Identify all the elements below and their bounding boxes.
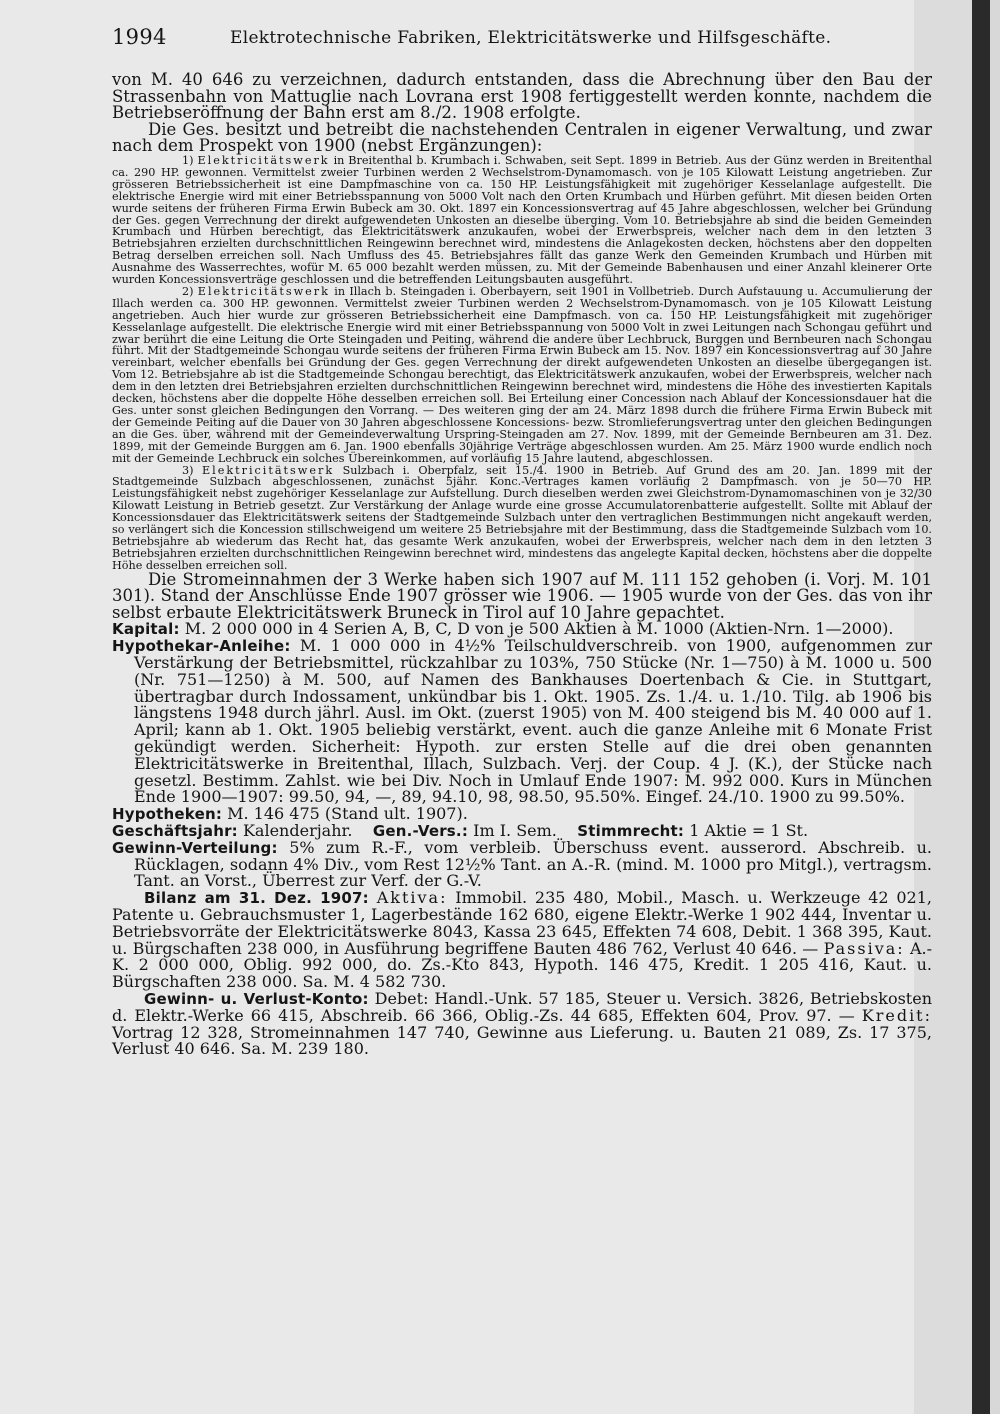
entry-text: 5% zum R.-F., vom verbleib. Überschuss event. ausserord. Abschreib. u. Rücklagen, sodann 4% Div., vom Rest 12½% Tant. an A.-R. (mind. M. 1000 pro Mitgl.), vertragsm. Tant. an Vorst., Überrest zur Verf. der G.-V. <box>134 837 932 891</box>
work-entry-illach <box>112 286 932 465</box>
passiva-text: A.-K. 2 000 000, Oblig. 992 000, do. Zs.-Kto 843, Hypoth. 146 475, Kredit. 1 205 416, Kaut. u. Bürgschaften 238 000. Sa. M. 4 582 730. <box>112 938 933 992</box>
entry-label: Kapital: <box>112 620 180 639</box>
stromeinnahmen-paragraph: Die Stromeinnahmen der 3 Werke haben sich 1907 auf M. 111 152 gehoben (i. Vorj. M. 101 301). Stand der Anschlüsse Ende 1907 grösser wie 1906. — 1905 wurde von der Ges. das von ihr selbst erbaute Elektricitätswerk Bruneck in Tirol auf 10 Jahre gepachtet. <box>112 569 932 622</box>
gewinn-verlust-entry: Gewinn- u. Verlust-Konto: Debet: Handl.-Unk. 57 185, Steuer u. Versich. 3826, Betriebskosten d. Elektr.-Werke 66 415, Abschreib. 66 366, Oblig.-Zs. 44 685, Effekten 604, Prov. 97. — Kredit: Vortrag 12 328, Stromeinnahmen 147 740, Gewinne aus Lieferung. u. Bauten 21 089, Zs. 17 375, Verlust 40 646. Sa. M. 239 180. <box>112 989 932 1059</box>
work-entry-sulzbach <box>112 465 932 572</box>
entry-hypothekar-anleihe <box>112 638 932 806</box>
work-text: in Breitenthal b. Krumbach i. Schwaben, seit Sept. 1899 in Betrieb. Aus der Günz werden in Breitenthal ca. 290 HP. gewonnen. Vermittelst zweier Turbinen werden 2 Wechselstrom-Dynamomasch. von je 105 Kilowatt Leistung angetrieben. Zur grösseren Betriebssicherheit ist eine Dampfmaschine von ca. 150 HP. Leistungsfähigkeit mit zugehöriger Kesselanlage aufgestellt. Die elektrische Energie wird mit einer Betriebsspannung von 5000 Volt nach den Orten Krumbach und Hürben geführt. Mit diesen beiden Orten wurde seitens der früheren Firma Erwin Bubeck am 30. Okt. 1897 ein Koncessionsvertrag auf 45 Jahre abgeschlossen, welcher bei Gründung der Ges. gegen Verrechnung der direkt aufgewendeten Unkosten an dieselbe überging. Vom 10. Betriebsjahre ab sind die beiden Gemeinden Krumbach und Hürben berechtigt, das Elektricitätswerk anzukaufen, wobei der Erwerbspreis, welcher nach dem in den letzten 3 Betriebsjahren erzielten durchschnittlichen Reingewinn berechnet wird, mindestens die Anlagekosten decken, höchstens aber den doppelten Betrag derselben erreichen soll. Nach Umfluss des 45. Betriebsjahres fällt das ganze Werk den Gemeinden Krumbach und Hürben mit Ausnahme des Wasserrechtes, wofür M. 65 000 bezahlt werden müssen, zu. Mit der Gemeinde Babenhausen und einer Anzahl kleinerer Orte wurden Koncessionsverträge geschlossen und die betreffenden Leitungsbauten ausgeführt. <box>112 153 932 287</box>
work-text: Sulzbach i. Oberpfalz, seit 15./4. 1900 in Betrieb. Auf Grund des am 20. Jan. 1899 mit der Stadtgemeinde Sulzbach abgeschlossenen, zunächst 5jähr. Konc.-Vertrages kamen vorläufig 2 Dampfmasch. von je 50—70 HP. Leistungsfähigkeit nebst zugehöriger Kesselanlage zur Aufstellung. Durch dieselben werden zwei Gleichstrom-Dynamomaschinen von je 32/30 Kilowatt Leistung in Betrieb gesetzt. Zur Verstärkung der Anlage wurde eine grosse Accumulatorenbatterie aufgestellt. Sollte mit Ablauf der Koncessionsdauer das Elektricitätswerk seitens der Stadtgemeinde Sulzbach unter den vertraglichen Bestimmungen nicht angekauft werden, so verlängert sich die Koncession stillschweigend um weitere 25 Betriebsjahre mit der Bestimmung, dass die Stadtgemeinde Sulzbach vom 10. Betriebsjahre ab wiederum das Recht hat, das gesamte Werk anzukaufen, wobei der Erwerbspreis, welcher nach dem in den letzten 3 Betriebsjahren erzielten durchschnittlichen Reingewinn berechnet wird, mindestens das angelegte Kapital decken, höchstens aber die doppelte Höhe desselben erreichen soll. <box>112 463 932 572</box>
entry-text-gen-vers: Im I. Sem. <box>473 821 557 841</box>
entry-text-stimmrecht: 1 Aktie = 1 St. <box>689 821 809 841</box>
bilanz-entry: Bilanz am 31. Dez. 1907: Aktiva: Immobil. 235 480, Mobil., Masch. u. Werkzeuge 42 021, Patente u. Gebrauchsmuster 1, Lagerbestände 162 680, eigene Elektr.-Werke 1 902 444, Inventar u. Betriebsvorräte der Elektricitätswerke 8043, Kassa 23 645, Effekten 74 608, Debit. 1 368 395, Kaut. u. Bürgschaften 238 000, in Ausführung begriffene Bauten 486 762, Verlust 40 646. — Passiva: A.-K. 2 000 000, Oblig. 992 000, do. Zs.-Kto 843, Hypoth. 146 475, Kredit. 1 205 416, Kaut. u. Bürgschaften 238 000. Sa. M. 4 582 730. <box>112 888 933 992</box>
entry-gewinn-verteilung <box>112 837 932 891</box>
work-number: 3) <box>182 463 194 477</box>
page-body <box>112 72 932 1058</box>
work-entry-breitenthal <box>112 155 932 286</box>
work-name: Elektricitätswerk <box>201 463 335 477</box>
entry-label: Hypotheken: <box>112 805 223 824</box>
kredit-text: Vortrag 12 328, Stromeinnahmen 147 740, Gewinne aus Lieferung. u. Bauten 21 089, Zs. 17 375, Verlust 40 646. Sa. M. 239 180. <box>112 1022 932 1059</box>
entry-text: M. 146 475 (Stand ult. 1907). <box>227 804 468 824</box>
kredit-label: Kredit: <box>861 1005 932 1025</box>
debet-text: Debet: Handl.-Unk. 57 185, Steuer u. Versich. 3826, Betriebskosten d. Elektr.-Werke 66 415, Abschreib. 66 366, Oblig.-Zs. 44 685, Effekten 604, Prov. 97. <box>112 989 932 1025</box>
entry-text: Kalenderjahr. <box>242 821 353 841</box>
page-number: 1994 <box>112 25 167 49</box>
entry-label-stimmrecht: Stimmrecht: <box>577 822 685 841</box>
entry-label-gen-vers: Gen.-Vers.: <box>372 822 469 841</box>
entry-text: M. 2 000 000 in 4 Serien A, B, C, D von je 500 Aktien à M. 1000 (Aktien-Nrn. 1—2000). <box>184 619 894 639</box>
bilanz-label: Bilanz am 31. Dez. 1907: <box>144 889 369 908</box>
aktiva-text: Immobil. 235 480, Mobil., Masch. u. Werkzeuge 42 021, Patente u. Gebrauchsmuster 1, Lagerbestände 162 680, eigene Elektr.-Werke 1 902 444, Inventar u. Betriebsvorräte der Elektricitätswerke 8043, Kassa 23 645, Effekten 74 608, Debit. 1 368 395, Kaut. u. Bürgschaften 238 000, in Ausführung begriffene Bauten 486 762, Verlust 40 646. <box>112 888 932 958</box>
work-name: Elektricitätswerk <box>197 153 330 167</box>
entry-text: M. 1 000 000 in 4½% Teilschuldverschreib. von 1900, aufgenommen zur Verstärkung der Betriebsmittel, rückzahlbar zu 103%, 750 Stücke (Nr. 1—750) à M. 1000 u. 500 (Nr. 751—1250) à M. 500, auf Namen des Bankhauses Doertenbach & Cie. in Stuttgart, übertragbar durch Indossament, unkündbar bis 1. Okt. 1905. Zs. 1./4. u. 1./10. Tilg. ab 1906 bis längstens 1948 durch jährl. Ausl. im Okt. (zuerst 1905) von M. 400 steigend bis M. 40 000 auf 1. April; kann ab 1. Okt. 1905 beliebig verstärkt, event. auch die ganze Anleihe mit 6 Monate Frist gekündigt werden. Sicherheit: Hypoth. zur ersten Stelle auf die drei oben genannten Elektricitätswerke in Breitenthal, Illach, Sulzbach. Verj. der Coup. 4 J. (K.), der Stücke nach gesetzl. Bestimm. Zahlst. wie bei Div. Noch in Umlauf Ende 1907: M. 992 000. Kurs in München Ende 1900—1907: 99.50, 94, —, 89, 94.10, 98, 98.50, 95.50%. Eingef. 24./10. 1900 zu 99.50%. <box>134 636 933 807</box>
scan-border <box>972 0 990 1414</box>
running-title: Elektrotechnische Fabriken, Elektricitätswerke und Hilfsgeschäfte. <box>230 28 832 48</box>
page-header <box>112 25 952 55</box>
intro-paragraph-1: von M. 40 646 zu verzeichnen, dadurch entstanden, dass die Abrechnung über den Bau der Strassenbahn von Mattuglie nach Lovrana erst 1908 fertiggestellt werden konnte, nachdem die Betriebseröffnung der Bahn erst am 8./2. 1908 erfolgte. <box>112 70 932 123</box>
work-name: Elektricitätswerk <box>197 284 330 298</box>
intro-paragraph-2: Die Ges. besitzt und betreibt die nachstehenden Centralen in eigener Verwaltung, und zwar nach dem Prospekt von 1900 (nebst Ergänzungen): <box>112 119 932 156</box>
entry-label: Gewinn-Verteilung: <box>112 838 278 857</box>
aktiva-label: Aktiva: <box>376 888 448 908</box>
gewinn-label: Gewinn- u. Verlust-Konto: <box>144 990 369 1008</box>
passiva-label: Passiva: <box>823 938 905 958</box>
work-number: 2) <box>182 284 194 298</box>
entry-label: Hypothekar-Anleihe: <box>112 637 291 656</box>
work-number: 1) <box>182 153 194 167</box>
work-text: in Illach b. Steingaden i. Oberbayern, seit 1901 in Vollbetrieb. Durch Aufstauung u. Accumulierung der Illach werden ca. 300 HP. gewonnen. Vermittelst zweier Turbinen werden 2 Wechselstrom-Dynamomasch. von je 105 Kilowatt Leistung angetrieben. Auch hier wurde zur grösseren Betriebssicherheit eine Dampfmasch. von ca. 150 HP. Leistungsfähigkeit mit zugehöriger Kesselanlage aufgestellt. Die elektrische Energie wird mit einer Betriebsspannung von 5000 Volt in zwei Leitungen nach Schongau geführt und zwar berührt die eine Leitung die Orte Steingaden und Peiting, während die andere über Lechbruck, Burggen und Bernbeuren nach Schongau führt. Mit der Stadtgemeinde Schongau wurde seitens der früheren Firma Erwin Bubeck am 15. Nov. 1897 ein Koncessionsvertrag auf 30 Jahre vereinbart, welcher ebenfalls bei Gründung der Ges. gegen Verrechnung der direkt aufgewendeten Unkosten an dieselbe übergegangen ist. Vom 12. Betriebsjahre ab ist die Stadtgemeinde Schongau berechtigt, das Elektricitätswerk anzukaufen, wobei der Erwerbspreis, welcher nach dem in den letzten drei Betriebsjahren erzielten durchschnittlichen Reingewinn berechnet wird, mindestens die Höhe des investierten Kapitals decken, höchstens aber die doppelte Höhe desselben erreichen soll. Bei Erteilung einer Concession nach Ablauf der Koncessionsdauer hat die Ges. unter sonst gleichen Bedingungen den Vorrang. — Des weiteren ging der am 24. März 1898 durch die frühere Firma Erwin Bubeck mit der Gemeinde Peiting auf die Dauer von 30 Jahren abgeschlossene Koncessions- bezw. Stromlieferungsvertrag unter den gleichen Bedingungen an die Ges. über, während mit der Gemeindeverwaltung Urspring-Steingaden am 27. Nov. 1899, mit der Gemeinde Bernbeuren am 31. Dez. 1899, mit der Gemeinde Burggen am 6. Jan. 1900 ebenfalls 30jährige Verträge abgeschlossen wurden. Am 25. März 1900 wurde endlich noch mit der Gemeinde Lechbruck ein solches Übereinkommen, auf vorläufig 15 Jahre lautend, abgeschlossen. <box>112 284 932 465</box>
entry-label: Geschäftsjahr: <box>112 822 238 841</box>
